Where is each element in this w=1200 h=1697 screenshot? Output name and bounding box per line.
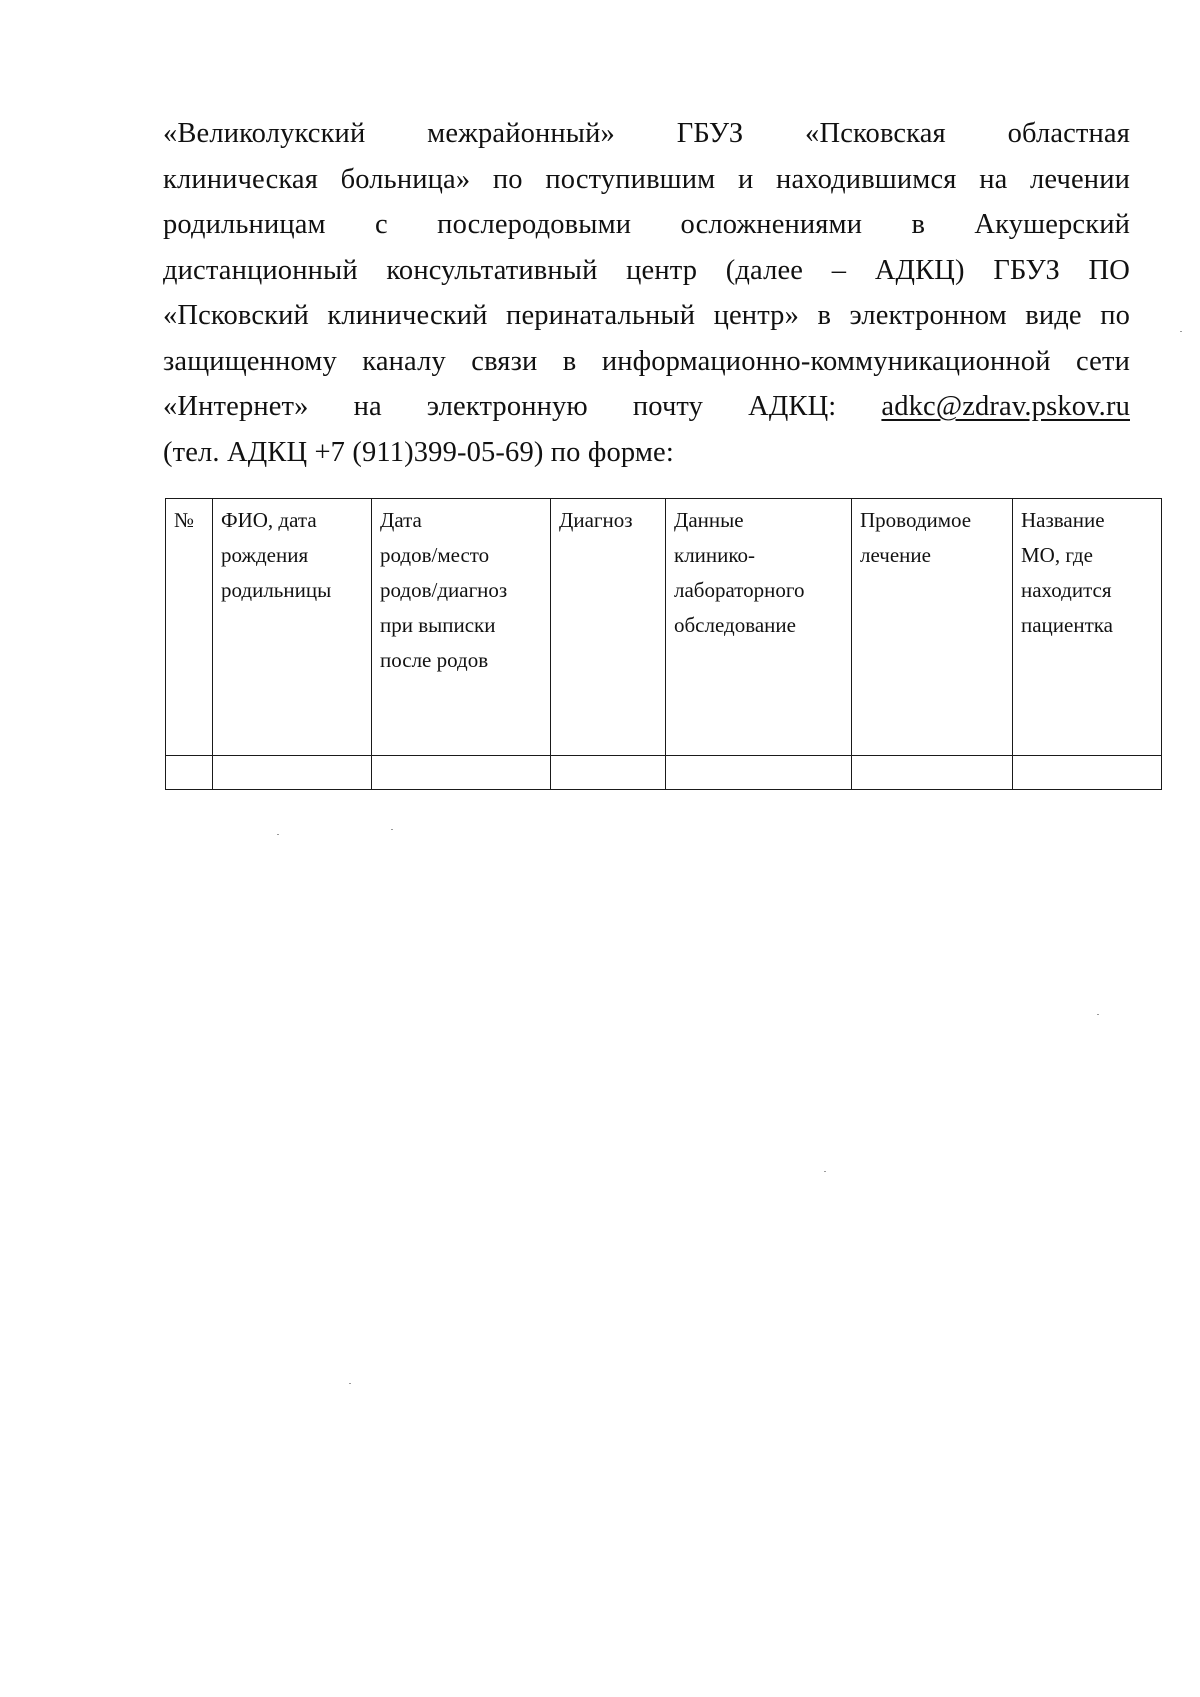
body-paragraph [163, 111, 1130, 475]
paragraph-line-7 [163, 384, 1130, 430]
empty-cell [852, 756, 1013, 790]
scan-speck [1180, 331, 1182, 332]
header-lab-data: Данные клинико- лабораторного обследование [666, 499, 852, 756]
paragraph-line-2: клиническая больница» по поступившим и находившимся на лечении [163, 163, 1130, 195]
paragraph-line-6: защищенному каналу связи в информационно-коммуникационной сети [163, 345, 1130, 377]
paragraph-line-7-text: «Интернет» на электронную почту АДКЦ: [163, 391, 837, 422]
empty-cell [666, 756, 852, 790]
paragraph-line-1: «Великолукский межрайонный» ГБУЗ «Псковская областная [163, 118, 1130, 149]
header-treatment: Проводимое лечение [852, 499, 1013, 756]
table-row [166, 756, 1162, 790]
header-diagnosis: Диагноз [551, 499, 666, 756]
header-facility: Название МО, где находится пациентка [1013, 499, 1162, 756]
header-delivery-info: Дата родов/место родов/диагноз при выписки после родов [372, 499, 551, 756]
paragraph-line-8: (тел. АДКЦ +7 (911)399-05-69) по форме: [163, 436, 674, 468]
scan-speck [1097, 1014, 1099, 1015]
empty-cell [372, 756, 551, 790]
paragraph-line-5: «Псковский клинический перинатальный центр» в электронном виде по [163, 300, 1130, 331]
scan-speck [349, 1383, 351, 1384]
empty-cell [551, 756, 666, 790]
header-patient-name: ФИО, дата рождения родильницы [213, 499, 372, 756]
header-number: № [166, 499, 213, 756]
scan-speck [824, 1171, 826, 1172]
table-header-row [166, 499, 1162, 756]
empty-cell [213, 756, 372, 790]
email-link[interactable]: adkc@zdrav.pskov.ru [881, 391, 1130, 422]
empty-cell [166, 756, 213, 790]
paragraph-line-3: родильницам с послеродовыми осложнениями в Акушерский [163, 209, 1130, 240]
paragraph-line-4: дистанционный консультативный центр (далее – АДКЦ) ГБУЗ ПО [163, 254, 1130, 286]
scan-speck [277, 834, 279, 835]
empty-cell [1013, 756, 1162, 790]
report-form-table [165, 498, 1162, 790]
scan-speck [391, 829, 393, 830]
